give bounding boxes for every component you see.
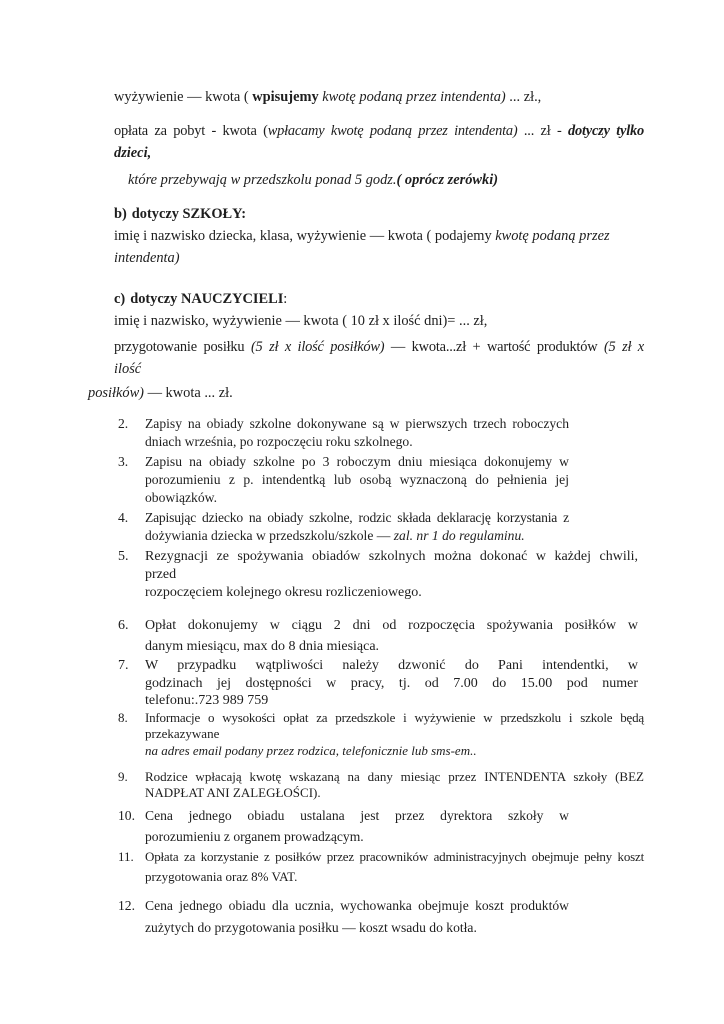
text-line: przekazywane [145, 726, 220, 741]
text-line: przygotowania oraz 8% VAT. [145, 869, 298, 884]
text-line: W przypadku wątpliwości należy dzwonić do Pani intendentki, w [145, 658, 638, 673]
list-item-9 [118, 769, 644, 800]
list-letter-c: c) [114, 291, 126, 307]
text-run: opłata za pobyt - kwota ( [114, 123, 268, 139]
text-run-italic: wpłacamy kwotę podaną przez intendenta) [267, 123, 518, 139]
text-line: porozumieniu z p. intendentką lub osobą wyznaczoną do pełnienia jej [145, 472, 569, 487]
paragraph-imie-nazwisko-wyzywienie [114, 310, 644, 332]
list-number: 11. [118, 849, 134, 864]
list-number: 3. [118, 454, 129, 469]
text-line: Rodzice wpłacają kwotę wskazaną na dany miesiąc przez INTENDENTA szkoły (BEZ [145, 769, 644, 784]
list-item-text [145, 847, 644, 887]
text-line: dniach września, po rozpoczęciu roku szkolnego. [145, 434, 413, 449]
text-line: godzinach jej dostępności w pracy, tj. od 7.00 do 15.00 pod numer [145, 675, 638, 691]
text-line: Informacje o wysokości opłat za przedszkole i wyżywienie w przedszkolu i szkole będą [145, 709, 644, 725]
paragraph-oplata-za-pobyt [114, 120, 644, 164]
intro-section [88, 86, 644, 404]
text-line: NADPŁAT ANI ZALEGŁOŚCI). [145, 784, 321, 800]
paragraph-przygotowanie-posilku [114, 336, 644, 380]
text-run: dożywiania dziecka w przedszkolu/szkole — [145, 528, 394, 543]
list-item-text [145, 657, 638, 710]
text-run-italic: intendenta) [114, 250, 180, 266]
text-line: Cena jednego obiadu dla ucznia, wychowanka obejmuje koszt produktów [145, 898, 569, 913]
text-line: Opłat dokonujemy w ciągu 2 dni od rozpoczęcia spożywania posiłków w [145, 618, 638, 633]
text-run-bold-italic: dzieci, [114, 145, 152, 161]
text-line: zużytych do przygotowania posiłku — koszt wsadu do kotła. [145, 919, 477, 935]
list-item-3 [118, 453, 644, 507]
list-item-2 [118, 415, 644, 451]
list-item-5 [118, 548, 644, 602]
list-number: 5. [118, 549, 129, 564]
list-item-8 [118, 710, 644, 760]
text-line: rozpoczęciem kolejnego okresu rozliczeniowego. [145, 585, 422, 600]
list-item-11 [118, 847, 644, 887]
text-line: Zapisu na obiady szkolne po 3 roboczym dniu miesiąca dokonujemy w [145, 454, 569, 469]
text-line: porozumieniu z organem prowadzącym. [145, 829, 364, 844]
text-run-bold: wpisujemy [252, 89, 323, 105]
list-item-text [145, 453, 569, 507]
text-line: Opłata za korzystanie z posiłków przez pracowników administracyjnych obejmuje pełny koszt [145, 849, 644, 864]
text-run-bold-italic: ( oprócz zerówki) [396, 172, 499, 188]
list-number: 6. [118, 618, 129, 633]
text-run: wyżywienie — kwota ( [114, 89, 253, 105]
text-line: Zapisy na obiady szkolne dokonywane są w pierwszych trzech roboczych [145, 416, 569, 431]
list-item-10 [118, 805, 644, 847]
text-run: — kwota...zł + wartość produktów [384, 339, 604, 355]
text-run-italic: kwotę podaną przez intendenta) [322, 89, 506, 105]
paragraph-imie-nazwisko-dziecka [114, 225, 644, 269]
list-item-text [145, 769, 644, 800]
text-line: Cena jednego obiadu ustalana jest przez dyrektora szkoły w [145, 808, 569, 823]
list-number: 7. [118, 658, 129, 673]
list-item-text [145, 415, 569, 451]
list-item-6 [118, 615, 644, 657]
list-item-4 [118, 509, 644, 545]
list-item-text [145, 509, 569, 545]
text-line: przed [145, 567, 177, 582]
list-number: 4. [118, 510, 129, 525]
text-line: obowiązków. [145, 490, 217, 505]
text-run: — kwota ... zł. [143, 385, 233, 401]
text-run-italic: które przebywają w przedszkolu ponad 5 godz. [128, 172, 397, 188]
text-run-italic: posiłków) [88, 385, 144, 401]
text-run: ... zł., [505, 89, 542, 105]
heading-title: dotyczy NAUCZYCIELI [130, 291, 284, 307]
list-number: 8. [118, 709, 128, 725]
text-run: przygotowanie posiłku [114, 339, 251, 355]
numbered-list [118, 415, 644, 938]
heading-dotyczy-nauczycieli [114, 288, 644, 310]
text-line: Rezygnacji ze spożywania obiadów szkolnych można dokonać w każdej chwili, [145, 549, 638, 564]
text-line: telefonu:.723 989 759 [145, 693, 269, 708]
text-run-italic: (5 zł x ilość posiłków) [250, 339, 385, 355]
text-run-italic: na adres email podany przez rodzica, telefonicznie lub sms-em.. [145, 742, 477, 758]
heading-title: dotyczy SZKOŁY: [131, 206, 247, 222]
text-run-italic: kwotę podaną przez [495, 228, 610, 244]
text-run: imię i nazwisko dziecka, klasa, wyżywienie — kwota ( podajemy [114, 228, 496, 244]
list-letter-b: b) [114, 206, 127, 222]
paragraph-wyzywienie [114, 86, 644, 108]
text-line: Zapisując dziecko na obiady szkolne, rodzic składa deklarację korzystania z [145, 510, 569, 525]
list-item-text [145, 710, 644, 760]
text-run-italic: (5 zł x [603, 339, 644, 355]
text-run: : [283, 291, 288, 307]
list-number: 2. [118, 416, 129, 431]
list-number: 12. [118, 898, 135, 913]
heading-dotyczy-szkoly [114, 203, 644, 225]
list-item-text [145, 805, 569, 847]
list-item-text [145, 548, 638, 602]
text-line: danym miesiącu, max do 8 dnia miesiąca. [145, 639, 380, 654]
list-item-text [145, 895, 569, 938]
list-item-text [145, 615, 638, 657]
text-run-italic: ilość [114, 361, 142, 377]
text-run-bold-italic: dotyczy tylko [568, 123, 644, 139]
text-run: ... zł - [517, 123, 569, 139]
list-number: 10. [118, 808, 135, 823]
text-run-italic: zal. nr 1 do regulaminu. [393, 528, 525, 543]
list-item-12 [118, 895, 644, 938]
text-run: imię i nazwisko, wyżywienie — kwota ( 10 zł x ilość dni)= ... zł, [114, 313, 488, 329]
list-item-7 [118, 657, 644, 710]
list-number: 9. [118, 769, 128, 784]
paragraph-ktore-przebywaja [114, 169, 644, 191]
paragraph-posilkow-kwota [88, 382, 644, 404]
